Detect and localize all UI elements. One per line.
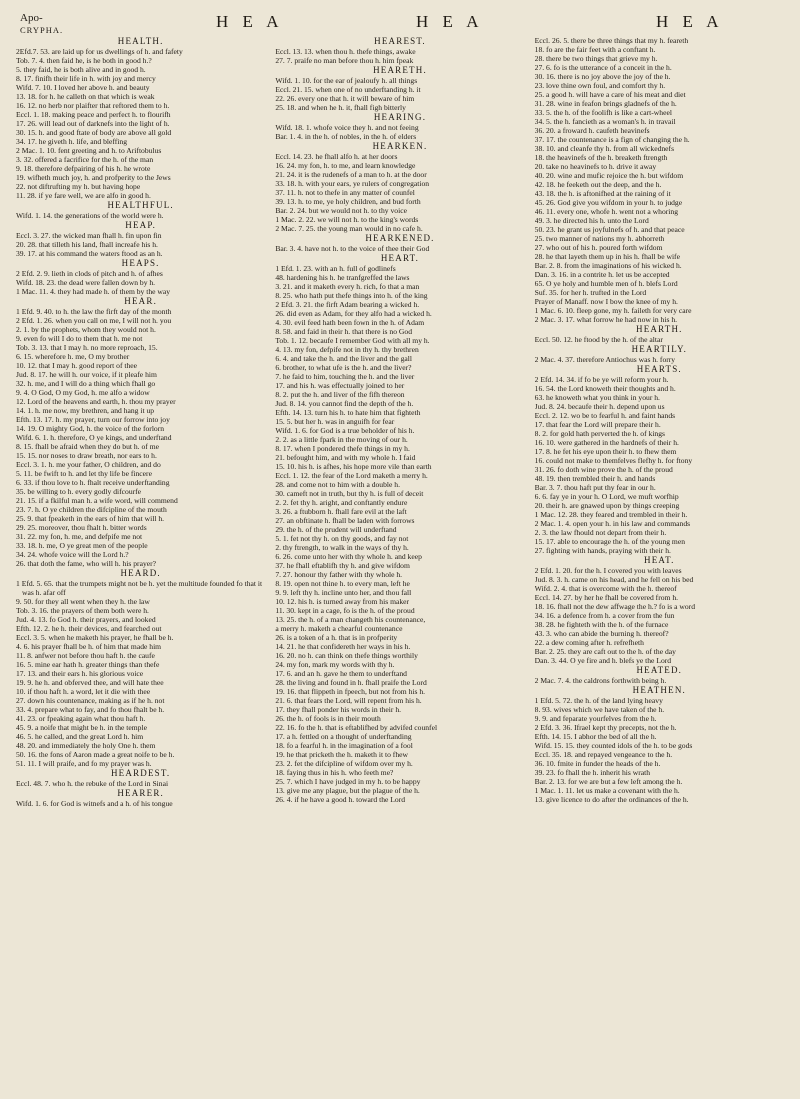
concordance-entry: Bar. 2. 8. from the imaginations of his wicked h. [534, 261, 682, 270]
concordance-entry: 37. 17. the countenance is a fign of changing the h. [534, 135, 690, 144]
concordance-entry: 49. 3. he directed his h. unto the Lord [534, 216, 649, 225]
concordance-entry: 1 Mac. 6. 10. fleep gone, my h. faileth for very care [534, 306, 692, 315]
concordance-entry: 36. 20. a froward h. caufeth heavinefs [534, 126, 650, 135]
concordance-entry: 16. could not make to themfelves flefhy h. for ftony [534, 456, 693, 465]
concordance-entry: 33. 18. h. with your ears, ye rulers of congregation [275, 179, 430, 188]
concordance-entry: 27. fighting with hands, praying with their h. [534, 546, 671, 555]
concordance-entry: a merry h. maketh a chearful countenance [275, 624, 403, 633]
concordance-entry: 15. 15. nor noses to draw breath, nor ears to h. [16, 451, 157, 460]
concordance-entry: 8. 2. put the h. and liver of the fifh thereon [275, 390, 405, 399]
concordance-entry: 3. 21. and it maketh every h. rich, fo that a man [275, 282, 420, 291]
concordance-entry: 27. 6. fo is the utterance of a conceit in the h. [534, 63, 672, 72]
concordance-entry: 25. 7. which I have judged in my h. to be happy [275, 777, 421, 786]
entry-heading: HEARD. [120, 568, 161, 578]
running-head-left [20, 12, 63, 35]
concordance-entry: 1 Mac. 1. 11. let us make a covenant with the h. [534, 786, 680, 795]
concordance-entry: 16. 5. mine ear hath h. greater things than thefe [16, 660, 160, 669]
concordance-entry: 27. down his countenance, making as if he h. not [16, 696, 165, 705]
entry-heading: HEAT. [644, 555, 675, 565]
concordance-entry: 27. who out of his h. poured forth wifdom [534, 243, 663, 252]
concordance-entry: Eccl. 13. 13. when thou h. thefe things, awake [275, 47, 416, 56]
concordance-entry: 9. 9. left thy h. incline unto her, and thou fall [275, 588, 412, 597]
concordance-entry: Jud. 8. 3. h. came on his head, and he fell on his bed [534, 575, 694, 584]
concordance-entry: 38. 28. he fighteth with the h. of the furnace [534, 620, 669, 629]
concordance-entry: 2. thy ftrength, to walk in the ways of thy h. [275, 543, 409, 552]
concordance-entry: 22. 26. every one that h. it will beware of him [275, 94, 415, 103]
concordance-entry: 31. 22. my fon, h. me, and defpife me not [16, 532, 143, 541]
concordance-entry: 4. 13. my fon, defpife not in thy h. thy brethren [275, 345, 419, 354]
concordance-entry: 10. 12. his h. is turned away from his maker [275, 597, 410, 606]
concordance-entry: 30. cameft not in truth, but thy h. is full of deceit [275, 489, 424, 498]
concordance-entry: 2 Efd. 3. 21. the firft Adam bearing a wicked h. [275, 300, 420, 309]
concordance-entry: 25. 9. that fpeaketh in the ears of him that will h. [16, 514, 165, 523]
concordance-entry: 17. 6. and an h. gave he them to underftand [275, 669, 407, 678]
concordance-entry: Suf. 35. for her h. trufted in the Lord [534, 288, 647, 297]
concordance-entry: 41. 23. or fpeaking again what thou haft h. [16, 714, 146, 723]
concordance-entry: 8. 25. who hath put thefe things into h. of the king [275, 291, 428, 300]
concordance-entry: 18. the heavinefs of the h. breaketh ftrength [534, 153, 668, 162]
concordance-entry: 22. not diftrufting my h. but having hope [16, 182, 141, 191]
concordance-entry: 7. 27. honour thy father with thy whole h. [275, 570, 403, 579]
concordance-entry: 11. 8. anfwer not before thou haft h. the caufe [16, 651, 155, 660]
concordance-entry: 28. he that layeth them up in his h. fhall be wife [534, 252, 680, 261]
concordance-entry: Dan. 3. 44. O ye fire and h. blefs ye the Lord [534, 656, 672, 665]
concordance-entry: Jud. 8. 24. becaufe their h. depend upon us [534, 402, 665, 411]
concordance-entry: 2 Mac. 7. 25. the young man would in no cafe h. [275, 224, 423, 233]
concordance-entry: Bar. 2. 13. for we are but a few left among the h. [534, 777, 683, 786]
concordance-entry: 28. and come not to him with a double h. [275, 480, 400, 489]
concordance-entry: 40. 20. wine and mufic rejoice the h. but wifdom [534, 171, 684, 180]
entry-heading: HEARING. [373, 112, 427, 122]
concordance-entry: 17. a h. fettled on a thought of underftanding [275, 732, 412, 741]
concordance-entry: 13. give me any plague, but the plague of the h. [275, 786, 420, 795]
column-2 [275, 36, 524, 1094]
concordance-entry: 9. 9. and feparate yourfelves from the h. [534, 714, 657, 723]
concordance-entry: 2 Mac. 4. 37. therefore Antiochus was h. forry [534, 355, 676, 364]
concordance-entry: 1 Mac. 11. 4. they had made h. of them by the way [16, 287, 171, 296]
concordance-entry: 9. 4. O God, O my God, h. me alfo a widow [16, 388, 150, 397]
concordance-entry: 31. 26. fo doth wine prove the h. of the proud [534, 465, 673, 474]
concordance-entry: Bar. 2. 25. they are caft out to the h. of the day [534, 647, 676, 656]
concordance-entry: 1 Efd. 5. 65. that the trumpets might not be h. yet the multitude founded fo that it was h. afar off [16, 579, 263, 597]
concordance-entry: 33. 18. h. me, O ye great men of the people [16, 541, 148, 550]
concordance-entry: 16. 20. no h. can think on thefe things worthily [275, 651, 418, 660]
concordance-entry: 48. 19. then trembled their h. and hands [534, 474, 656, 483]
concordance-entry: 34. 5. the h. fancieth as a woman's h. in travail [534, 117, 676, 126]
entry-heading: HEARER. [117, 788, 164, 798]
concordance-entry: 26. did even as Adam, for they alfo had a wicked h. [275, 309, 432, 318]
concordance-entry: 1 Efd. 5. 72. the h. of the land lying heavy [534, 696, 663, 705]
running-head-col-3: H E A [656, 12, 724, 31]
concordance-entry: 13. 25. the h. of a man changeth his countenance, [275, 615, 426, 624]
concordance-entry: 2. 1. by the prophets, whom they would not h. [16, 325, 156, 334]
concordance-entry: 38. 10. and cleanfe thy h. from all wickednefs [534, 144, 675, 153]
concordance-entry: 26. that doth the fame, who will h. his prayer? [16, 559, 157, 568]
concordance-entry: 34. 24. whofe voice will the Lord h.? [16, 550, 129, 559]
entry-heading: HEALTH. [117, 36, 164, 46]
concordance-entry: Wifd. 18. 23. the dead were fallen down by h. [16, 278, 156, 287]
concordance-entry: 26. the h. of fools is in their mouth [275, 714, 381, 723]
concordance-entry: 33. 5. the h. of the foolifh is like a cart-wheel [534, 108, 672, 117]
concordance-entry: 5. they faid, he is both alive and in good h. [16, 65, 146, 74]
concordance-entry: 37. he fhall eftablifh thy h. and give wifdom [275, 561, 410, 570]
concordance-entry: 9. 18. therefore defpairing of his h. he wrote [16, 164, 151, 173]
entry-heading: HEAP. [125, 220, 157, 230]
concordance-entry: Eccl. 1. 12. the fear of the Lord maketh a merry h. [275, 471, 428, 480]
concordance-entry: 21. 24. it is the rudenefs of a man to h. at the door [275, 170, 427, 179]
concordance-entry: 26. is a token of a h. that is in profperity [275, 633, 398, 642]
concordance-entry: 2 Efd. 1. 26. when you call on me, I will not h. you [16, 316, 172, 325]
concordance-entry: 18. faying thus in his h. who feeth me? [275, 768, 394, 777]
concordance-entry: 39. 23. fo fhall the h. inherit his wrath [534, 768, 651, 777]
entry-heading: HEAPS. [121, 258, 160, 268]
concordance-entry: Eccl. 21. 15. when one of no underftanding h. it [275, 85, 421, 94]
concordance-entry: Eccl. 3. 1. h. me your father, O children, and do [16, 460, 161, 469]
running-head-word: Apo- [20, 12, 43, 24]
running-head-col-2: H E A [416, 12, 484, 31]
concordance-entry: 30. 15. h. and good ftate of body are above all gold [16, 128, 172, 137]
concordance-entry: 46. 11. every one, whofe h. went not a whoring [534, 207, 678, 216]
concordance-entry: 8. 19. open not thine h. to every man, left he [275, 579, 410, 588]
concordance-entry: 10. 12. that I may h. good report of thee [16, 361, 138, 370]
concordance-entry: 8. 17. finifh their life in h. with joy and mercy [16, 74, 156, 83]
concordance-entry: 2 Mac. 1. 4. open your h. in his law and commands [534, 519, 691, 528]
concordance-entry: 50. 16. the fons of Aaron made a great noife to be h. [16, 750, 175, 759]
entry-heading: HEARETH. [373, 65, 427, 75]
concordance-entry: 6. 4. and take the h. and the liver and the gall [275, 354, 412, 363]
concordance-entry: 4. 6. his prayer fhall be h. of him that made him [16, 642, 162, 651]
concordance-entry: Jud. 8. 14. you cannot find the depth of the h. [275, 399, 414, 408]
concordance-entry: 3. 32. offered a facrifice for the h. of the man [16, 155, 154, 164]
concordance-entry: Jud. 4. 13. fo God h. their prayers, and looked [16, 615, 156, 624]
running-head-catchword: CRYPHA. [20, 25, 64, 35]
concordance-entry: 25. 18. and when he h. it, fhall figh bitterly [275, 103, 406, 112]
concordance-entry: 16. 24. my fon, h. to me, and learn knowledge [275, 161, 416, 170]
concordance-entry: 17. 26. will lead out of darknefs into the light of h. [16, 119, 170, 128]
concordance-entry: 5. 11. be fwift to h. and let thy life be fincere [16, 469, 152, 478]
concordance-entry: 27. 7. praife no man before thou h. him fpeak [275, 56, 414, 65]
concordance-entry: 22. a dew coming after h. refrefheth [534, 638, 644, 647]
concordance-entry: Wifd. 15. 15. they counted idols of the h. to be gods [534, 741, 693, 750]
concordance-entry: Eccl. 14. 27. by her he fhall be covered from h. [534, 593, 679, 602]
concordance-entry: 22. 16. fo the h. that is eftablifhed by advifed counfel [275, 723, 438, 732]
column-1 [16, 36, 265, 1094]
concordance-entry: Wifd. 7. 10. I loved her above h. and beauty [16, 83, 150, 92]
concordance-entry: 18. fo a fearful h. in the imagination of a fool [275, 741, 413, 750]
concordance-entry: 15. 10. his h. is afhes, his hope more vile than earth [275, 462, 432, 471]
concordance-entry: 2 Efd. 14. 34. if fo be ye will reform your h. [534, 375, 669, 384]
concordance-entry: 2 Efd. 3. 36. Ifrael kept thy precepts, not the h. [534, 723, 677, 732]
concordance-entry: 20. 28. that tilleth his land, fhall increafe his h. [16, 240, 158, 249]
concordance-entry: 7. he faid to him, touching the h. and the liver [275, 372, 415, 381]
concordance-entry: 25. a good h. will have a care of his meat and diet [534, 90, 686, 99]
concordance-entry: 42. 18. he feeketh out the deep, and the h. [534, 180, 662, 189]
concordance-entry: Wifd. 6. 1. h. therefore, O ye kings, and underftand [16, 433, 172, 442]
concordance-entry: 34. 17. he giveth h. life, and bleffing [16, 137, 127, 146]
concordance-entry: 11. 30. kept in a cage, fo is the h. of the proud [275, 606, 415, 615]
concordance-entry: 1 Mac. 2. 22. we will not h. to the king's words [275, 215, 419, 224]
concordance-entry: 6. brother, to what ufe is the h. and the liver? [275, 363, 412, 372]
concordance-entry: 1 Efd. 9. 40. to h. the law the firft day of the month [16, 307, 172, 316]
concordance-entry: 10. if thou haft h. a word, let it die with thee [16, 687, 151, 696]
concordance-entry: 19. wifheth much joy, h. and profperity to the Jews [16, 173, 171, 182]
entry-heading: HEARTH. [636, 324, 683, 334]
concordance-entry: 29. 25. moreover, thou fhalt h. bitter words [16, 523, 147, 532]
concordance-entry: 45. 26. God give you wifdom in your h. to judge [534, 198, 683, 207]
concordance-entry: 23. 7. h. O ye children the difcipline of the mouth [16, 505, 167, 514]
column-3 [535, 36, 784, 1094]
concordance-entry: 17. they fhall ponder his words in their h. [275, 705, 402, 714]
entry-heading: HEARKEN. [372, 141, 428, 151]
concordance-entry: Wifd. 18. 1. whofe voice they h. and not feeing [275, 123, 419, 132]
concordance-entry: 2 Efd. 1. 20. for the h. I covered you with leaves [534, 566, 682, 575]
concordance-entry: 50. 23. he grant us joyfulnefs of h. and that peace [534, 225, 685, 234]
concordance-entry: 17. and his h. was effectually joined to her [275, 381, 405, 390]
concordance-entry: 2Efd.7. 53. are laid up for us dwellings of h. and fafety [16, 47, 183, 56]
concordance-entry: 16. 12. no herb nor plaifter that reftored them to h. [16, 101, 170, 110]
concordance-entry: Wifd. 2. 4. that is overcome with the h. thereof [534, 584, 677, 593]
concordance-entry: Eccl. 1. 18. making peace and perfect h. to flourifh [16, 110, 171, 119]
concordance-entry: Wifd. 1. 6. for God is a true beholder of his h. [275, 426, 415, 435]
concordance-entry: 2 Mac. 7. 4. the caldrons forthwith being h. [534, 676, 667, 685]
concordance-entry: 23. 2. fet the difcipline of wifdom over my h. [275, 759, 413, 768]
concordance-entry: 17. 13. and their ears h. his glorious voice [16, 669, 144, 678]
concordance-entry: Bar. 3. 4. have not h. to the voice of thee their God [275, 244, 430, 253]
concordance-entry: 65. O ye holy and humble men of h. blefs Lord [534, 279, 678, 288]
entry-heading: HEARTS. [636, 364, 682, 374]
entry-heading: HEARTILY. [631, 344, 688, 354]
concordance-entry: 35. be willing to h. every godly difcourfe [16, 487, 142, 496]
concordance-entry: 2. 2. fet thy h. aright, and conftantly endure [275, 498, 408, 507]
concordance-entry: 28. there be two things that grieve my h. [534, 54, 658, 63]
concordance-entry: Eccl. 14. 23. he fhall alfo h. at her doors [275, 152, 398, 161]
concordance-entry: 29. the h. of the prudent will underftand [275, 525, 397, 534]
concordance-entry: 8. 17. when I pondered thefe things in my h. [275, 444, 410, 453]
concordance-entry: 48. 20. and immediately the holy One h. them [16, 741, 156, 750]
concordance-entry: 11. 28. if ye fare well, we are alfo in good h. [16, 191, 151, 200]
concordance-entry: Bar. 2. 24. but we would not h. to thy voice [275, 206, 407, 215]
concordance-entry: Eccl. 3. 5. when he maketh his prayer, he fhall be h. [16, 633, 174, 642]
concordance-entry: Efth. 14. 13. turn his h. to hate him that fighteth [275, 408, 421, 417]
concordance-entry: 15. 17. able to encourage the h. of the young men [534, 537, 686, 546]
concordance-entry: 2 Mac. 1. 10. fent greeting and h. to Ariftobulus [16, 146, 162, 155]
concordance-entry: 43. 3. who can abide the burning h. thereof? [534, 629, 669, 638]
concordance-entry: Eccl. 48. 7. who h. the rebuke of the Lord in Sinai [16, 779, 169, 788]
concordance-entry: Efth. 13. 17. h. my prayer, turn our forrow into joy [16, 415, 170, 424]
concordance-entry: 28. the living and found in h. fhall praife the Lord [275, 678, 427, 687]
concordance-entry: 24. my fon, mark my words with thy h. [275, 660, 395, 669]
concordance-entry: 6. 26. come unto her with thy whole h. and keep [275, 552, 422, 561]
concordance-entry: 5. 1. fet not thy h. on thy goods, and fay not [275, 534, 409, 543]
concordance-entry: 21. befought him, and with my whole h. I faid [275, 453, 416, 462]
concordance-entry: 19. he that pricketh the h. maketh it to fhew [275, 750, 408, 759]
concordance-entry: 6. 6. fay ye in your h. O Lord, we muft worfhip [534, 492, 679, 501]
concordance-entry: 6. 33. if thou love to h. fhalt receive underftanding [16, 478, 170, 487]
concordance-entry: Wifd. 1. 6. for God is witnefs and a h. of his tongue [16, 799, 173, 808]
concordance-entry: Eccl. 2. 12. wo be to fearful h. and faint hands [534, 411, 676, 420]
concordance-entry: Tob. 3. 16. the prayers of them both were h. [16, 606, 149, 615]
concordance-entry: 8. 93. wives which we have taken of the h. [534, 705, 665, 714]
concordance-entry: 36. 10. fmite in funder the heads of the h. [534, 759, 661, 768]
concordance-entry: Tob. 1. 12. becaufe I remember God with all my h. [275, 336, 430, 345]
concordance-entry: Eccl. 35. 18. and repayed vengeance to the h. [534, 750, 673, 759]
concordance-entry: Efth. 12. 2. he h. their devices, and fearched out [16, 624, 162, 633]
entry-heading: HEARDEST. [110, 768, 171, 778]
concordance-entry: 45. 9. a noife that might be h. in the temple [16, 723, 147, 732]
concordance-entry: Tob. 7. 4. then faid he, is he both in good h.? [16, 56, 152, 65]
concordance-entry: 2. 2. as a little fpark in the moving of our h. [275, 435, 408, 444]
concordance-entry: 1 Mac. 12. 28. they feared and trembled in their h. [534, 510, 688, 519]
concordance-entry: 8. 2. for gold hath perverted the h. of kings [534, 429, 665, 438]
concordance-entry: 26. 4. if he have a good h. toward the Lord [275, 795, 406, 804]
concordance-entry: 9. 50. for they all went when they h. the law [16, 597, 150, 606]
concordance-entry: 12. Lord of the heavens and earth, h. thou my prayer [16, 397, 176, 406]
concordance-entry: 21. 15. if a fkilful man h. a wife word, will commend [16, 496, 178, 505]
entry-heading: HEART. [380, 253, 420, 263]
concordance-entry: 39. 17. at his command the waters ftood as an h. [16, 249, 163, 258]
concordance-entry: 30. 16. there is no joy above the joy of the h. [534, 72, 671, 81]
concordance-entry: 2 Mac. 3. 17. what forrow he had now in his h. [534, 315, 678, 324]
concordance-entry: 2 Efd. 2. 9. lieth in clods of pitch and h. of afhes [16, 269, 163, 278]
concordance-entry: Dan. 3. 16. in a contrite h. let us be accepted [534, 270, 670, 279]
concordance-entry: Eccl. 50. 12. he ftood by the h. of the altar [534, 335, 663, 344]
concordance-entry: 48. hardening his h. he tranfgreffed the laws [275, 273, 410, 282]
entry-heading: HEAREST. [374, 36, 426, 46]
concordance-entry: 46. 5. he called, and the great Lord h. him [16, 732, 144, 741]
concordance-entry: 2. 3. the law fhould not depart from their h. [534, 528, 667, 537]
concordance-entry: Bar. 1. 4. in the h. of nobles, in the h. of elders [275, 132, 417, 141]
concordance-entry: 16. 54. the Lord knoweth their thoughts and h. [534, 384, 676, 393]
entry-heading: HEATED. [636, 665, 683, 675]
concordance-entry: 21. 6. that fears the Lord, will repent from his h. [275, 696, 422, 705]
concordance-entry: 32. h. me, and I will do a thing which fhall go [16, 379, 156, 388]
concordance-entry: 31. 28. wine in feafon brings gladnefs of the h. [534, 99, 677, 108]
entry-heading: HEATHEN. [632, 685, 686, 695]
concordance-entry: 19. 9. he h. and obferved thee, and will hate thee [16, 678, 164, 687]
concordance-entry: Jud. 8. 17. he will h. our voice, if it pleafe him [16, 370, 157, 379]
concordance-entry: 20. take no heavinefs to h. drive it away [534, 162, 657, 171]
concordance-entry: 3. 26. a ftubborn h. fhall fare evil at the laft [275, 507, 407, 516]
concordance-entry: 27. an obftinate h. fhall be laden with forrows [275, 516, 415, 525]
entry-heading: HEALTHFUL. [107, 200, 174, 210]
concordance-entry: 4. 30. evil feed hath been fown in the h. of Adam [275, 318, 425, 327]
concordance-entry: Wifd. 1. 10. for the ear of jealoufy h. all things [275, 76, 418, 85]
concordance-entry: 18. fo are the fair feet with a conftant h. [534, 45, 656, 54]
concordance-entry: 14. 1. h. me now, my brethren, and hang it up [16, 406, 155, 415]
concordance-entry: 20. their h. are gnawed upon by things creeping [534, 501, 680, 510]
concordance-entry: 8. 15. fhall be afraid when they do but h. of me [16, 442, 159, 451]
concordance-entry: 15. 5. but her h. was in anguifh for fear [275, 417, 395, 426]
concordance-entry: 18. 16. fhall not the dew affwage the h.? fo is a word [534, 602, 695, 611]
concordance-entry: 6. 15. wherefore h. me, O my brother [16, 352, 130, 361]
text-columns [16, 36, 784, 1094]
concordance-entry: Wifd. 1. 14. the generations of the world were h. [16, 211, 164, 220]
concordance-entry: Bar. 3. 7. thou haft put thy fear in our h. [534, 483, 656, 492]
concordance-entry: 33. 4. prepare what to fay, and fo thou fhalt be h. [16, 705, 165, 714]
concordance-entry: 51. 11. I will praife, and fo my prayer was h. [16, 759, 152, 768]
concordance-entry: 14. 19. O mighty God, h. the voice of the forlorn [16, 424, 165, 433]
concordance-entry: 17. that fear the Lord will prepare their h. [534, 420, 661, 429]
concordance-entry: 16. 10. were gathered in the hardnefs of their h. [534, 438, 679, 447]
concordance-entry: 13. 18. for h. he calleth on that which is weak [16, 92, 155, 101]
concordance-entry: 1 Efd. 1. 23. with an h. full of godlinefs [275, 264, 396, 273]
concordance-entry: Efth. 14. 15. I abhor the bed of all the h. [534, 732, 657, 741]
concordance-entry: 23. love thine own foul, and comfort thy h. [534, 81, 666, 90]
entry-heading: HEAR. [124, 296, 158, 306]
concordance-entry: 17. 8. he fet his eye upon their h. to fhew them [534, 447, 677, 456]
concordance-entry: Prayer of Manaff. now I bow the knee of my h. [534, 297, 678, 306]
concordance-entry: 9. even fo will I do to them that h. me not [16, 334, 143, 343]
concordance-entry: 14. 21. he that confidereth her ways in his h. [275, 642, 411, 651]
concordance-entry: Eccl. 26. 5. there be three things that my h. feareth [534, 36, 689, 45]
running-head-col-1: H E A [216, 12, 284, 31]
concordance-entry: 19. 16. that flippeth in fpeech, but not from his h. [275, 687, 426, 696]
concordance-entry: 25. two manner of nations my h. abhorreth [534, 234, 665, 243]
concordance-entry: 63. he knoweth what you think in your h. [534, 393, 660, 402]
concordance-entry: 37. 11. h. not to thefe in any matter of counfel [275, 188, 415, 197]
concordance-entry: 34. 16. a defence from h. a cover from the fun [534, 611, 675, 620]
entry-heading: HEARKENED. [365, 233, 435, 243]
concordance-entry: 13. give licence to do after the ordinances of the h. [534, 795, 689, 804]
concordance-entry: Tob. 3. 13. that I may h. no more reproach, 15. [16, 343, 158, 352]
concordance-entry: 8. 58. and faid in their h. that there is no God [275, 327, 412, 336]
concordance-entry: 39. 13. h. to me, ye holy children, and bud forth [275, 197, 421, 206]
concordance-entry: 43. 18. the h. is aftonifhed at the raining of it [534, 189, 671, 198]
running-head [16, 10, 784, 36]
concordance-entry: Eccl. 3. 27. the wicked man fhall h. fin upon fin [16, 231, 162, 240]
